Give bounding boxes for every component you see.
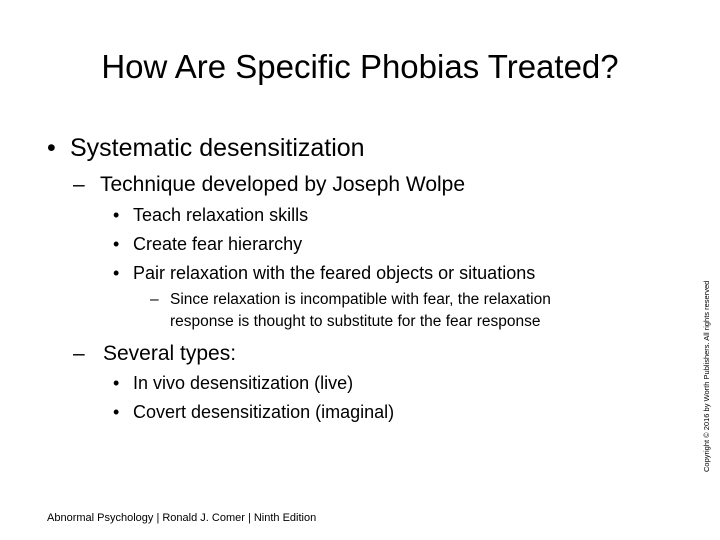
item-text: Teach relaxation skills (133, 205, 309, 225)
bullet-marker: • (113, 373, 120, 393)
bullet-marker: • (113, 234, 120, 254)
item-text: Pair relaxation with the feared objects or situations (133, 263, 536, 283)
bullet-marker: • (113, 205, 120, 225)
note-text: Since relaxation is incompatible with fear, the relaxation (170, 291, 551, 308)
dash-marker: – (73, 173, 85, 196)
bullet-text: Systematic desensitization (70, 134, 365, 162)
subbullet-text: Several types: (103, 342, 237, 365)
item-text: Create fear hierarchy (133, 234, 303, 254)
bullet-marker: • (113, 263, 120, 283)
slide-title: How Are Specific Phobias Treated? (101, 48, 619, 85)
footer-citation: Abnormal Psychology | Ronald J. Comer | Ninth Edition (47, 512, 317, 524)
copyright-notice: Copyright © 2016 by Worth Publishers. All rights reserved (702, 280, 711, 472)
dash-marker: – (150, 291, 159, 308)
bullet-marker: • (47, 134, 56, 162)
dash-marker: – (73, 342, 85, 365)
item-text: In vivo desensitization (live) (133, 373, 354, 393)
item-text: Covert desensitization (imaginal) (133, 402, 395, 422)
subbullet-text: Technique developed by Joseph Wolpe (100, 173, 466, 196)
note-text: response is thought to substitute for the fear response (170, 313, 541, 330)
bullet-marker: • (113, 402, 120, 422)
